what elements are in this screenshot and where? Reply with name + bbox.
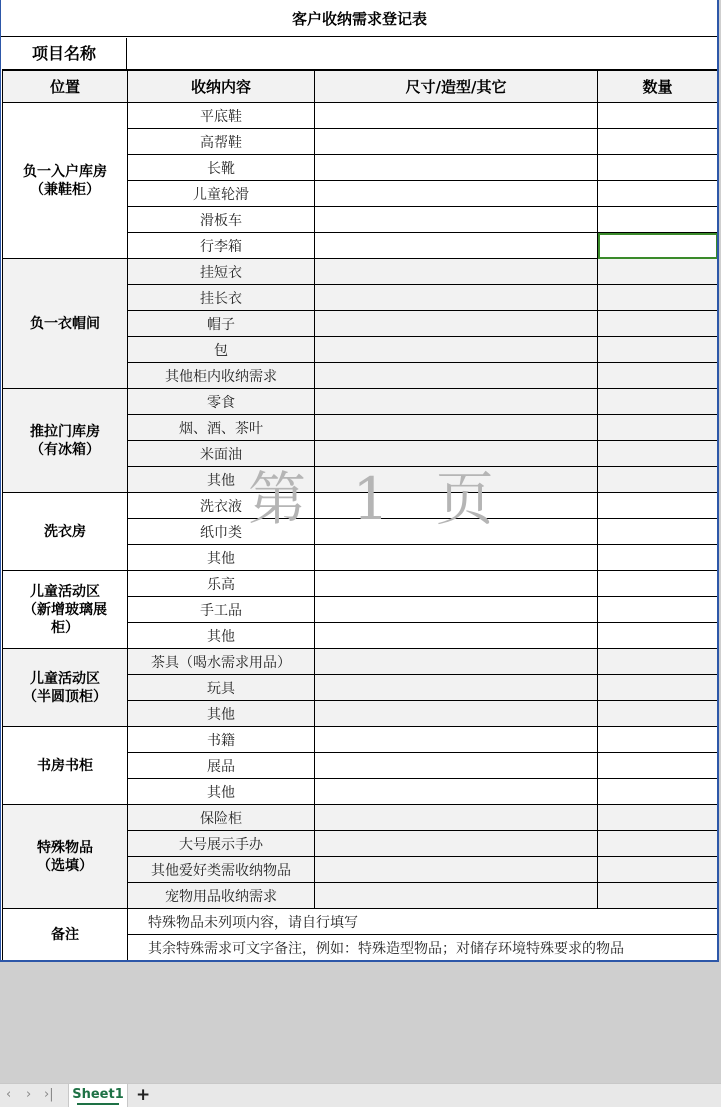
quantity-cell[interactable] (598, 441, 718, 467)
location-cell[interactable]: 儿童活动区 （半圆顶柜） (3, 649, 128, 727)
size-cell[interactable] (315, 389, 598, 415)
size-cell[interactable] (315, 155, 598, 181)
content-cell[interactable]: 米面油 (128, 441, 315, 467)
table-row (3, 103, 718, 129)
size-cell[interactable] (315, 233, 598, 259)
header-row (3, 71, 718, 103)
content-cell[interactable]: 其他 (128, 467, 315, 493)
quantity-cell[interactable] (598, 675, 718, 701)
last-sheet-icon[interactable]: ›| (44, 1087, 54, 1102)
quantity-cell[interactable] (598, 571, 718, 597)
quantity-cell[interactable] (598, 493, 718, 519)
notes-text-cell[interactable]: 特殊物品未列项内容，请自行填写 (128, 909, 718, 935)
quantity-cell[interactable] (598, 103, 718, 129)
content-cell[interactable]: 其他 (128, 623, 315, 649)
location-cell[interactable]: 负一衣帽间 (3, 259, 128, 389)
sheet-title: 客户收纳需求登记表 (0, 0, 719, 37)
content-cell[interactable]: 长靴 (128, 155, 315, 181)
page-border-left (0, 0, 1, 962)
project-name-label: 项目名称 (2, 38, 127, 70)
content-cell[interactable]: 平底鞋 (128, 103, 315, 129)
size-cell[interactable] (315, 259, 598, 285)
quantity-cell[interactable] (598, 649, 718, 675)
content-cell[interactable]: 玩具 (128, 675, 315, 701)
quantity-cell[interactable] (598, 389, 718, 415)
quantity-cell[interactable] (598, 623, 718, 649)
storage-table (2, 70, 718, 961)
quantity-cell[interactable] (598, 467, 718, 493)
quantity-cell[interactable] (598, 363, 718, 389)
size-cell[interactable] (315, 103, 598, 129)
content-cell[interactable]: 洗衣液 (128, 493, 315, 519)
content-cell[interactable]: 其他 (128, 545, 315, 571)
content-cell[interactable]: 其他 (128, 701, 315, 727)
table-row (3, 259, 718, 285)
content-cell[interactable]: 包 (128, 337, 315, 363)
quantity-cell[interactable] (598, 285, 718, 311)
project-name-cell[interactable] (127, 38, 717, 70)
table-row (3, 805, 718, 831)
size-cell[interactable] (315, 597, 598, 623)
content-cell[interactable]: 烟、酒、茶叶 (128, 415, 315, 441)
size-cell[interactable] (315, 181, 598, 207)
table-row (3, 571, 718, 597)
header-location[interactable]: 位置 (3, 71, 128, 103)
quantity-cell[interactable] (598, 311, 718, 337)
tab-sheet1[interactable]: Sheet1 (68, 1084, 128, 1107)
size-cell[interactable] (315, 857, 598, 883)
content-cell[interactable]: 保险柜 (128, 805, 315, 831)
size-cell[interactable] (315, 831, 598, 857)
size-cell[interactable] (315, 129, 598, 155)
table-row (3, 649, 718, 675)
content-cell[interactable]: 纸巾类 (128, 519, 315, 545)
size-cell[interactable] (315, 285, 598, 311)
size-cell[interactable] (315, 675, 598, 701)
table-row (3, 389, 718, 415)
quantity-cell[interactable] (598, 415, 718, 441)
content-cell[interactable]: 乐高 (128, 571, 315, 597)
size-cell[interactable] (315, 519, 598, 545)
size-cell[interactable] (315, 545, 598, 571)
size-cell[interactable] (315, 727, 598, 753)
location-cell[interactable]: 推拉门库房 （有冰箱） (3, 389, 128, 493)
quantity-cell[interactable] (598, 597, 718, 623)
content-cell[interactable]: 高帮鞋 (128, 129, 315, 155)
quantity-cell[interactable] (598, 337, 718, 363)
size-cell[interactable] (315, 337, 598, 363)
location-cell[interactable]: 负一入户库房 （兼鞋柜） (3, 103, 128, 259)
size-cell[interactable] (315, 623, 598, 649)
page-border-bottom (0, 960, 719, 962)
content-cell[interactable]: 大号展示手办 (128, 831, 315, 857)
size-cell[interactable] (315, 649, 598, 675)
content-cell[interactable]: 滑板车 (128, 207, 315, 233)
header-size[interactable]: 尺寸/造型/其它 (315, 71, 598, 103)
size-cell[interactable] (315, 701, 598, 727)
quantity-cell[interactable] (598, 883, 718, 909)
size-cell[interactable] (315, 883, 598, 909)
header-content[interactable]: 收纳内容 (128, 71, 315, 103)
sheet-tab-bar (0, 1083, 721, 1107)
size-cell[interactable] (315, 779, 598, 805)
quantity-cell[interactable] (598, 727, 718, 753)
content-cell[interactable]: 挂长衣 (128, 285, 315, 311)
content-cell[interactable]: 儿童轮滑 (128, 181, 315, 207)
quantity-cell[interactable] (598, 857, 718, 883)
size-cell[interactable] (315, 311, 598, 337)
location-cell[interactable]: 书房书柜 (3, 727, 128, 805)
quantity-cell[interactable] (598, 831, 718, 857)
notes-row (3, 909, 718, 935)
size-cell[interactable] (315, 571, 598, 597)
size-cell[interactable] (315, 363, 598, 389)
size-cell[interactable] (315, 441, 598, 467)
content-cell[interactable]: 挂短衣 (128, 259, 315, 285)
location-cell[interactable]: 儿童活动区 （新增玻璃展 柜） (3, 571, 128, 649)
page-border-right (717, 0, 719, 962)
table-row (3, 493, 718, 519)
content-cell[interactable]: 宠物用品收纳需求 (128, 883, 315, 909)
quantity-cell[interactable] (598, 207, 718, 233)
quantity-cell[interactable] (598, 233, 718, 259)
size-cell[interactable] (315, 207, 598, 233)
content-cell[interactable]: 帽子 (128, 311, 315, 337)
content-cell[interactable]: 其他 (128, 779, 315, 805)
quantity-cell[interactable] (598, 181, 718, 207)
size-cell[interactable] (315, 805, 598, 831)
quantity-cell[interactable] (598, 129, 718, 155)
quantity-cell[interactable] (598, 779, 718, 805)
notes-label[interactable]: 备注 (3, 909, 128, 961)
content-cell[interactable]: 茶具（喝水需求用品） (128, 649, 315, 675)
location-cell[interactable]: 洗衣房 (3, 493, 128, 571)
page-watermark: 第 1 页 (248, 465, 508, 533)
content-cell[interactable]: 展品 (128, 753, 315, 779)
quantity-cell[interactable] (598, 805, 718, 831)
content-cell[interactable]: 其他柜内收纳需求 (128, 363, 315, 389)
content-cell[interactable]: 零食 (128, 389, 315, 415)
first-sheet-icon[interactable]: ‹ (6, 1087, 12, 1102)
quantity-cell[interactable] (598, 545, 718, 571)
quantity-cell[interactable] (598, 753, 718, 779)
quantity-cell[interactable] (598, 519, 718, 545)
content-cell[interactable]: 行李箱 (128, 233, 315, 259)
notes-text-cell[interactable]: 其余特殊需求可文字备注，例如：特殊造型物品；对储存环境特殊要求的物品 (128, 935, 718, 961)
size-cell[interactable] (315, 415, 598, 441)
location-cell[interactable]: 特殊物品 （选填） (3, 805, 128, 909)
quantity-cell[interactable] (598, 259, 718, 285)
content-cell[interactable]: 手工品 (128, 597, 315, 623)
content-cell[interactable]: 书籍 (128, 727, 315, 753)
size-cell[interactable] (315, 467, 598, 493)
quantity-cell[interactable] (598, 155, 718, 181)
next-sheet-icon[interactable]: › (26, 1087, 32, 1102)
table-row (3, 727, 718, 753)
content-cell[interactable]: 其他爱好类需收纳物品 (128, 857, 315, 883)
size-cell[interactable] (315, 753, 598, 779)
size-cell[interactable] (315, 493, 598, 519)
add-sheet-button[interactable]: + (136, 1085, 151, 1105)
header-quantity[interactable]: 数量 (598, 71, 718, 103)
quantity-cell[interactable] (598, 701, 718, 727)
